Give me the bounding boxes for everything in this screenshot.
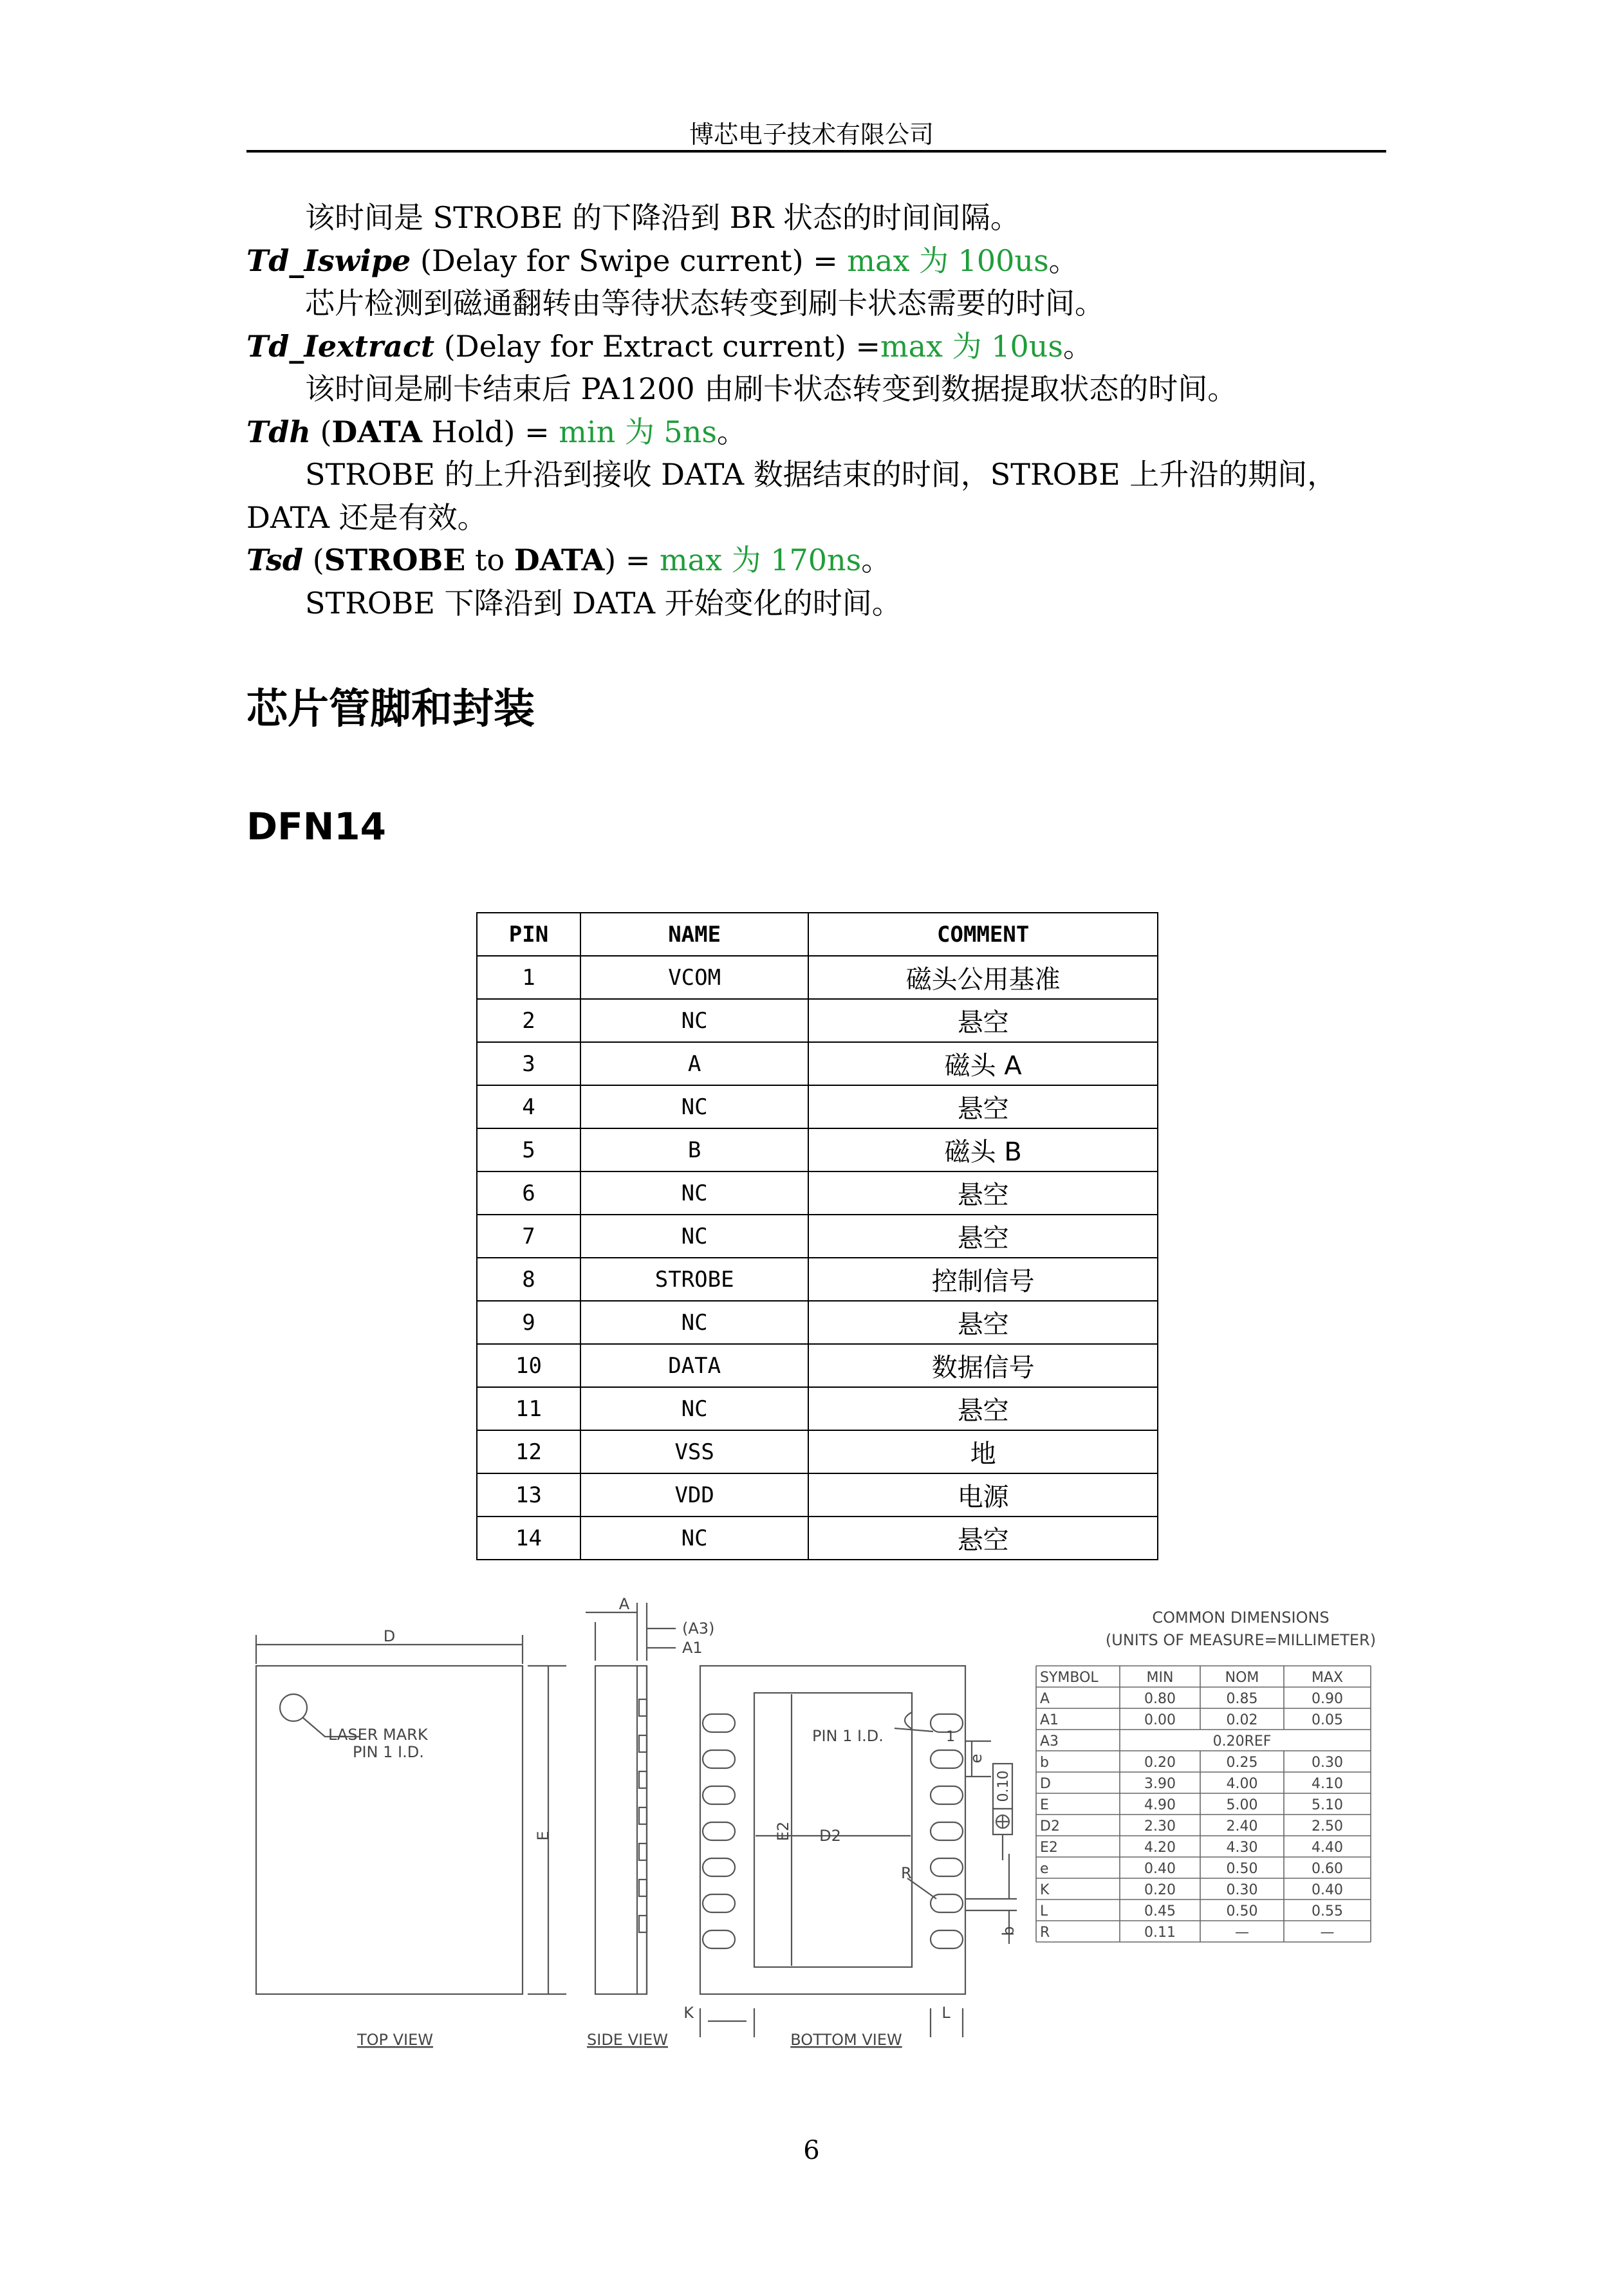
term-end: 。 xyxy=(861,543,891,577)
label-k: K xyxy=(683,2004,694,2022)
pin-number: 6 xyxy=(477,1171,580,1215)
term-value: max 为 100us xyxy=(847,243,1049,278)
dim-cell: E xyxy=(1040,1797,1049,1813)
side-view-label: SIDE VIEW xyxy=(587,2031,668,2049)
pin-table-header-row xyxy=(477,913,1158,956)
pin-comment: 悬空 xyxy=(808,1301,1158,1344)
pin-number: 12 xyxy=(477,1430,580,1473)
dim-cell: 3.90 xyxy=(1144,1776,1176,1792)
package-title: DFN14 xyxy=(246,805,387,848)
pin-number: 8 xyxy=(477,1258,580,1301)
timing-tsd-line xyxy=(246,539,891,581)
term-desc: (Delay for Swipe current) = xyxy=(411,243,848,278)
dim-cell: 2.30 xyxy=(1144,1818,1176,1834)
pin-comment: 磁头 A xyxy=(808,1042,1158,1085)
dim-cell: — xyxy=(1235,1925,1249,1941)
header-comment: COMMENT xyxy=(808,913,1158,956)
page-number: 6 xyxy=(803,2136,820,2165)
table-row xyxy=(477,1430,1158,1473)
pin-number: 13 xyxy=(477,1473,580,1517)
table-row xyxy=(477,1171,1158,1215)
term-desc: ) = xyxy=(604,543,660,577)
pin-number: 2 xyxy=(477,999,580,1042)
dim-cell: A1 xyxy=(1040,1712,1059,1728)
dim-cell: 0.45 xyxy=(1144,1903,1176,1919)
term-pre: ( xyxy=(310,415,332,449)
dim-cell: 4.10 xyxy=(1312,1776,1343,1792)
laser-mark-pin1-label: PIN 1 I.D. xyxy=(353,1743,424,1761)
bottom-view-label: BOTTOM VIEW xyxy=(790,2031,902,2049)
term-tsd: Tsd xyxy=(246,543,304,577)
tolerance-value: 0.10 xyxy=(996,1770,1012,1802)
term-desc: (Delay for Extract current) = xyxy=(434,329,881,364)
table-row xyxy=(477,1344,1158,1387)
table-row xyxy=(477,1473,1158,1517)
top-view-label: TOP VIEW xyxy=(357,2031,434,2049)
dimensions-units: (UNITS OF MEASURE=MILLIMETER) xyxy=(1105,1631,1377,1649)
top-view-outline xyxy=(256,1666,523,1994)
dim-cell: 0.20REF xyxy=(1212,1733,1272,1750)
dim-cell: 0.40 xyxy=(1144,1861,1176,1877)
pin-comment: 地 xyxy=(808,1430,1158,1473)
label-r: R xyxy=(901,1864,912,1882)
pin-name: NC xyxy=(580,1517,808,1560)
term-td-iextract: Td_Iextract xyxy=(246,329,435,364)
pin-number: 5 xyxy=(477,1128,580,1171)
timing-paragraph-4b: DATA 还是有效。 xyxy=(246,500,487,535)
pin-name: NC xyxy=(580,1387,808,1430)
label-a: A xyxy=(618,1595,630,1613)
pin-number: 10 xyxy=(477,1344,580,1387)
dim-cell: 0.80 xyxy=(1144,1691,1176,1707)
table-row xyxy=(477,1517,1158,1560)
pin-name: VDD xyxy=(580,1473,808,1517)
timing-swipe-line xyxy=(246,239,1079,282)
dimensions-title: COMMON DIMENSIONS xyxy=(1152,1609,1330,1627)
dim-header-cell: MIN xyxy=(1146,1670,1174,1686)
pin-comment: 电源 xyxy=(808,1473,1158,1517)
dim-cell: 0.11 xyxy=(1144,1925,1176,1941)
dim-cell: 2.50 xyxy=(1312,1818,1343,1834)
header-rule xyxy=(246,150,1386,153)
dim-cell: 0.50 xyxy=(1226,1861,1258,1877)
term-mid: to xyxy=(465,543,514,577)
dim-cell: 0.30 xyxy=(1312,1755,1343,1771)
pin-comment: 磁头 B xyxy=(808,1128,1158,1171)
dim-cell: 0.25 xyxy=(1226,1755,1258,1771)
label-e: E xyxy=(534,1831,552,1841)
dim-cell: A xyxy=(1040,1691,1050,1707)
term-tdh: Tdh xyxy=(246,415,311,449)
dim-cell: D2 xyxy=(1040,1818,1060,1834)
pin-one-label: 1 xyxy=(946,1729,955,1745)
dim-cell: b xyxy=(1040,1755,1049,1771)
label-b: b xyxy=(999,1926,1017,1936)
pin-comment: 悬空 xyxy=(808,1517,1158,1560)
pin-comment: 悬空 xyxy=(808,1387,1158,1430)
dim-cell: 0.30 xyxy=(1226,1882,1258,1898)
pin-name: VCOM xyxy=(580,956,808,999)
term-pre: ( xyxy=(303,543,324,577)
pin-number: 3 xyxy=(477,1042,580,1085)
pin-comment: 悬空 xyxy=(808,1085,1158,1128)
label-l: L xyxy=(941,2004,951,2022)
header-pin: PIN xyxy=(477,913,580,956)
dim-cell: 0.00 xyxy=(1144,1712,1176,1728)
dimensions-table xyxy=(1036,1609,1376,1942)
header-company-name: 博芯电子技术有限公司 xyxy=(689,120,934,149)
timing-tdh-line xyxy=(246,411,747,453)
dim-cell: 0.05 xyxy=(1312,1712,1343,1728)
dim-header-cell: NOM xyxy=(1225,1670,1259,1686)
section-title: 芯片管脚和封装 xyxy=(246,686,535,733)
dim-cell: 0.20 xyxy=(1144,1882,1176,1898)
dim-cell: 0.55 xyxy=(1312,1903,1343,1919)
pin-name: NC xyxy=(580,1215,808,1258)
pin-name: STROBE xyxy=(580,1258,808,1301)
term-bold: DATA xyxy=(331,415,422,449)
pin-name: NC xyxy=(580,1085,808,1128)
pin-comment: 悬空 xyxy=(808,1171,1158,1215)
dim-cell: 4.00 xyxy=(1226,1776,1258,1792)
table-row xyxy=(477,1085,1158,1128)
term-td-iswipe: Td_Iswipe xyxy=(246,243,411,278)
dim-header-cell: MAX xyxy=(1311,1670,1344,1686)
table-row xyxy=(477,1258,1158,1301)
dim-cell: 0.90 xyxy=(1312,1691,1343,1707)
dim-cell: — xyxy=(1320,1925,1335,1941)
dim-cell: K xyxy=(1040,1882,1050,1898)
dim-cell: e xyxy=(1040,1861,1049,1877)
term-end: 。 xyxy=(716,415,747,449)
table-row xyxy=(477,1301,1158,1344)
dim-cell: 0.40 xyxy=(1312,1882,1343,1898)
dim-cell: 4.40 xyxy=(1312,1840,1343,1856)
timing-paragraph-3: 该时间是刷卡结束后 PA1200 由刷卡状态转变到数据提取状态的时间。 xyxy=(305,371,1238,406)
pin-name: NC xyxy=(580,1301,808,1344)
pin-number: 9 xyxy=(477,1301,580,1344)
term-value: max 为 10us xyxy=(880,329,1064,364)
pin-name: DATA xyxy=(580,1344,808,1387)
pin-number: 7 xyxy=(477,1215,580,1258)
pin-number: 11 xyxy=(477,1387,580,1430)
term-bold-data: DATA xyxy=(514,543,605,577)
dim-cell: 0.02 xyxy=(1226,1712,1258,1728)
dim-cell: 5.10 xyxy=(1312,1797,1343,1813)
pin-name: VSS xyxy=(580,1430,808,1473)
timing-paragraph-4a: STROBE 的上升沿到接收 DATA 数据结束的时间，STROBE 上升沿的期间， xyxy=(305,457,1337,492)
label-a3: (A3) xyxy=(682,1619,715,1638)
pin-name: A xyxy=(580,1042,808,1085)
dim-cell: 4.30 xyxy=(1226,1840,1258,1856)
pin-name: NC xyxy=(580,999,808,1042)
timing-paragraph-5: STROBE 下降沿到 DATA 开始变化的时间。 xyxy=(305,586,902,621)
dim-header-cell: SYMBOL xyxy=(1040,1670,1099,1686)
table-row xyxy=(477,1128,1158,1171)
label-d2: D2 xyxy=(819,1827,841,1845)
dim-cell: 4.90 xyxy=(1144,1797,1176,1813)
table-row xyxy=(477,956,1158,999)
dim-cell: 0.50 xyxy=(1226,1903,1258,1919)
dim-cell: 0.20 xyxy=(1144,1755,1176,1771)
label-e2: E2 xyxy=(774,1821,792,1842)
term-end: 。 xyxy=(1048,243,1079,278)
table-row xyxy=(477,999,1158,1042)
dim-cell: A3 xyxy=(1040,1733,1059,1750)
pin-number: 14 xyxy=(477,1517,580,1560)
label-d: D xyxy=(383,1627,396,1645)
dim-cell: L xyxy=(1040,1903,1048,1919)
dim-cell: 5.00 xyxy=(1226,1797,1258,1813)
header-name: NAME xyxy=(580,913,808,956)
pin-name: B xyxy=(580,1128,808,1171)
dim-cell: 2.40 xyxy=(1226,1818,1258,1834)
term-desc: Hold) = xyxy=(422,415,559,449)
dim-cell: D xyxy=(1040,1776,1051,1792)
package-drawing xyxy=(0,1583,1623,2073)
timing-paragraph-2: 芯片检测到磁通翻转由等待状态转变到刷卡状态需要的时间。 xyxy=(305,286,1104,321)
timing-extract-line xyxy=(246,325,1093,368)
label-e-pitch: e xyxy=(967,1753,985,1764)
pin-comment: 磁头公用基准 xyxy=(808,956,1158,999)
dim-cell: 0.85 xyxy=(1226,1691,1258,1707)
pin-comment: 悬空 xyxy=(808,1215,1158,1258)
pin-table xyxy=(476,912,1158,1560)
term-end: 。 xyxy=(1063,329,1093,364)
dim-cell: 4.20 xyxy=(1144,1840,1176,1856)
laser-mark-label: LASER MARK xyxy=(328,1726,428,1744)
pin-comment: 控制信号 xyxy=(808,1258,1158,1301)
table-row xyxy=(477,1215,1158,1258)
table-row xyxy=(477,1042,1158,1085)
table-row xyxy=(477,1387,1158,1430)
pin-number: 4 xyxy=(477,1085,580,1128)
label-a1: A1 xyxy=(682,1639,703,1657)
pin-comment: 数据信号 xyxy=(808,1344,1158,1387)
timing-paragraph-1: 该时间是 STROBE 的下降沿到 BR 状态的时间间隔。 xyxy=(305,200,1020,235)
term-value: max 为 170ns xyxy=(660,543,862,577)
pin1-id-label: PIN 1 I.D. xyxy=(812,1727,884,1745)
term-bold-strobe: STROBE xyxy=(324,543,466,577)
pin-number: 1 xyxy=(477,956,580,999)
dim-cell: E2 xyxy=(1040,1840,1058,1856)
dim-cell: 0.60 xyxy=(1312,1861,1343,1877)
dim-cell: R xyxy=(1040,1925,1050,1941)
pin-name: NC xyxy=(580,1171,808,1215)
pin-comment: 悬空 xyxy=(808,999,1158,1042)
term-value: min 为 5ns xyxy=(559,415,717,449)
